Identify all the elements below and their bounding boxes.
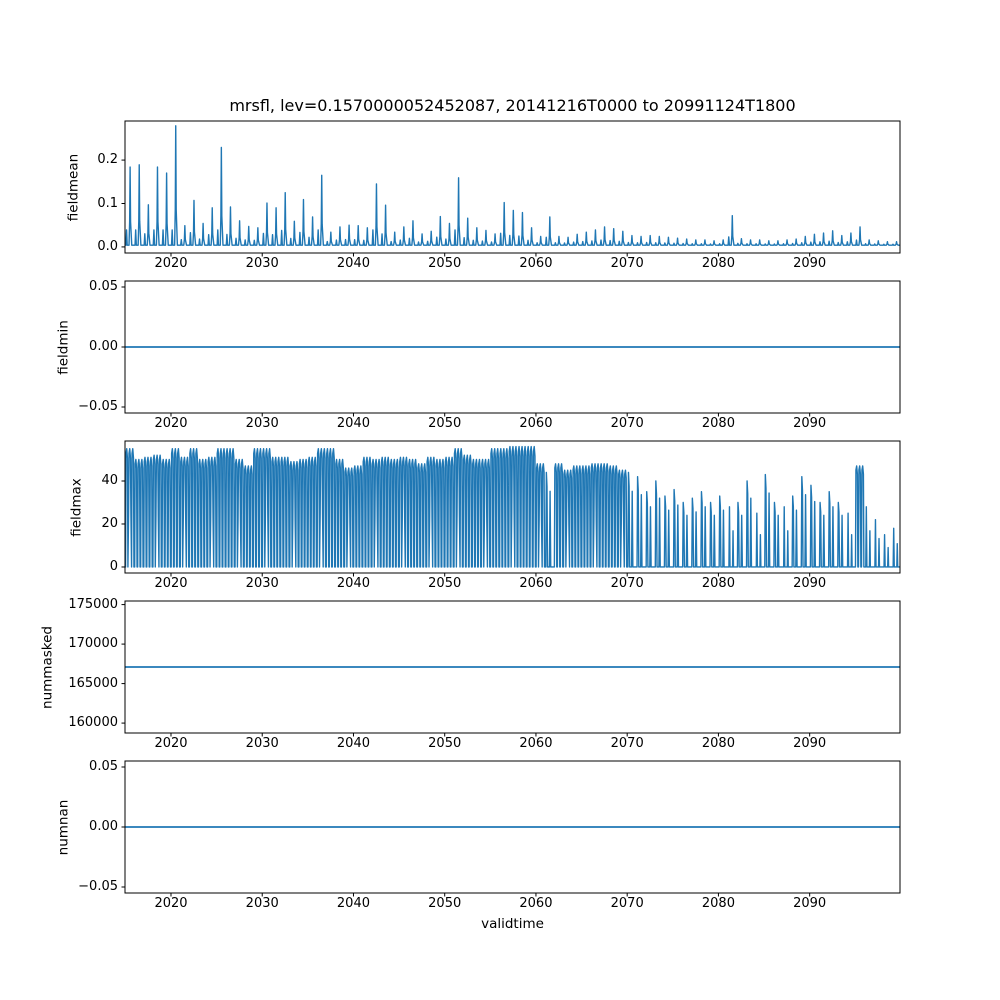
x-tick-label: 2050 <box>428 736 462 751</box>
x-tick-label: 2060 <box>519 896 553 911</box>
x-tick-label: 2060 <box>519 256 553 271</box>
y-tick-label: −0.05 <box>78 879 118 894</box>
x-axis-label: validtime <box>481 916 544 932</box>
x-tick-label: 2050 <box>428 576 462 591</box>
x-tick-label: 2060 <box>519 736 553 751</box>
x-tick-label: 2070 <box>610 416 644 431</box>
y-tick-label: 0.00 <box>89 339 118 354</box>
x-tick-label: 2030 <box>245 256 279 271</box>
x-tick-label: 2040 <box>336 256 370 271</box>
y-tick-label: 175000 <box>68 596 118 612</box>
x-tick-label: 2040 <box>336 896 370 911</box>
x-tick-label: 2070 <box>610 576 644 591</box>
y-tick-label: 0.05 <box>89 279 118 294</box>
fieldmean-series-line <box>125 126 900 245</box>
x-tick-label: 2020 <box>154 576 188 591</box>
x-tick-label: 2040 <box>336 416 370 431</box>
y-axis-label-nummasked: nummasked <box>39 625 56 709</box>
x-tick-label: 2020 <box>154 256 188 271</box>
x-tick-label: 2030 <box>245 896 279 911</box>
x-tick-label: 2090 <box>793 736 827 751</box>
x-tick-label: 2050 <box>428 256 462 271</box>
x-tick-label: 2020 <box>154 896 188 911</box>
y-axis-label-fieldmin: fieldmin <box>55 319 72 375</box>
x-tick-label: 2090 <box>793 896 827 911</box>
y-tick-label: 20 <box>101 515 118 531</box>
y-tick-label: 0.2 <box>97 152 118 168</box>
y-tick-label: 0.00 <box>89 819 118 834</box>
x-tick-label: 2050 <box>428 896 462 911</box>
x-tick-label: 2070 <box>610 256 644 271</box>
y-tick-label: 0 <box>109 558 118 574</box>
y-tick-label: 40 <box>101 472 118 488</box>
x-tick-label: 2040 <box>336 736 370 751</box>
x-tick-label: 2030 <box>245 416 279 431</box>
y-tick-label: −0.05 <box>78 399 118 414</box>
fieldmax-series-line <box>125 447 900 567</box>
y-axis-label-fieldmax: fieldmax <box>68 477 85 537</box>
x-tick-label: 2080 <box>701 576 735 591</box>
y-tick-label: 0.0 <box>97 238 118 254</box>
x-tick-label: 2090 <box>793 256 827 271</box>
x-tick-label: 2070 <box>610 896 644 911</box>
x-tick-label: 2090 <box>793 576 827 591</box>
x-tick-label: 2080 <box>701 416 735 431</box>
chart-title: mrsfl, lev=0.1570000052452087, 20141216T0000 to 20991124T1800 <box>229 96 796 115</box>
x-tick-label: 2020 <box>154 416 188 431</box>
x-tick-label: 2070 <box>610 736 644 751</box>
x-tick-label: 2030 <box>245 576 279 591</box>
x-tick-label: 2080 <box>701 896 735 911</box>
y-tick-label: 160000 <box>68 715 118 731</box>
y-tick-label: 0.1 <box>97 195 118 211</box>
x-tick-label: 2040 <box>336 576 370 591</box>
x-tick-label: 2050 <box>428 416 462 431</box>
x-tick-label: 2060 <box>519 576 553 591</box>
x-tick-label: 2080 <box>701 736 735 751</box>
y-tick-label: 165000 <box>68 675 118 691</box>
y-axis-label-fieldmean: fieldmean <box>65 153 82 221</box>
y-tick-label: 0.05 <box>89 759 118 774</box>
x-tick-label: 2060 <box>519 416 553 431</box>
x-tick-label: 2030 <box>245 736 279 751</box>
x-tick-label: 2020 <box>154 736 188 751</box>
y-axis-label-numnan: numnan <box>55 799 72 855</box>
y-tick-label: 170000 <box>68 636 118 652</box>
x-tick-label: 2090 <box>793 416 827 431</box>
x-tick-label: 2080 <box>701 256 735 271</box>
